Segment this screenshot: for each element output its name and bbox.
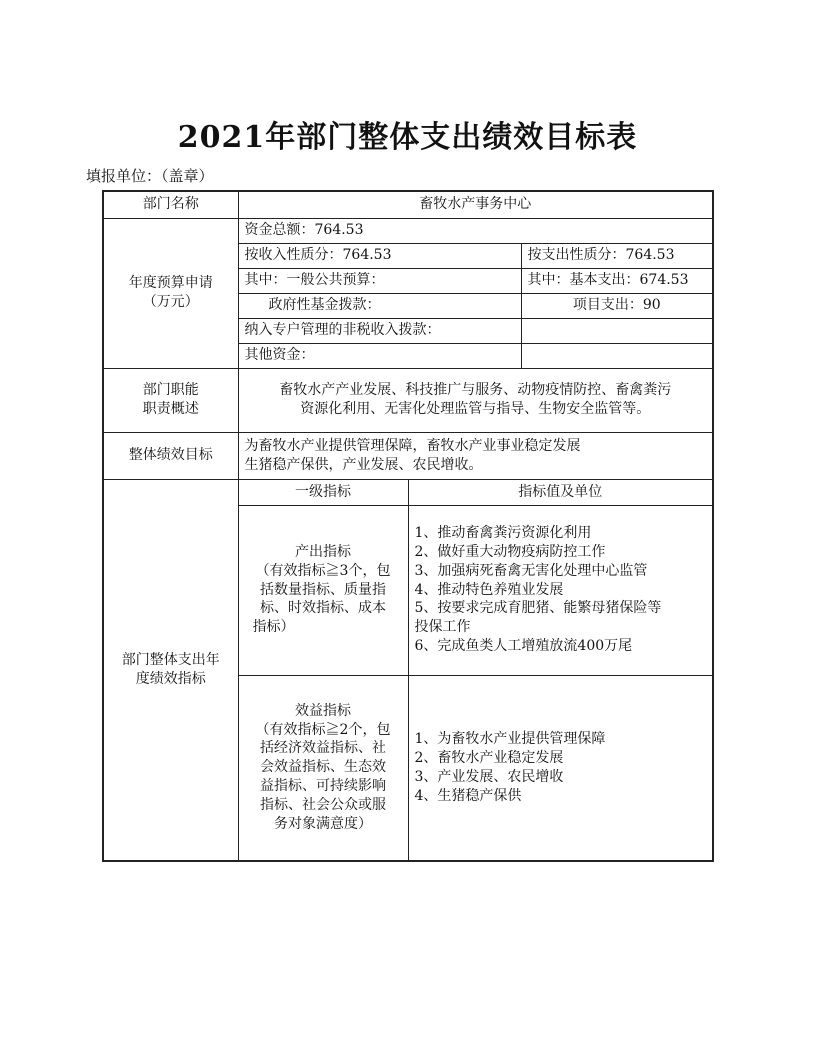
budget-total: 资金总额：764.53 [238,218,713,243]
benefit-desc-line: 指标、社会公众或服 [260,797,386,814]
indicators-label-line2: 度绩效指标 [135,670,206,687]
output-indicator-values [408,505,713,675]
duties-label-line1: 部门职能 [142,382,199,399]
budget-nontax-blank [521,318,713,343]
benefit-item: 3、产业发展、农民增收 [414,768,564,785]
goal-text [238,432,713,479]
output-desc-line: 标、时效指标、成本 [260,600,386,617]
benefit-desc-line: 会效益指标、生态效 [260,759,386,776]
output-desc-line: 指标） [252,619,295,636]
budget-label-line2: （万元） [142,294,199,310]
benefit-item: 2、畜牧水产业稳定发展 [414,749,564,766]
budget-nontax: 纳入专户管理的非税收入拨款： [238,318,521,343]
output-indicator-desc [238,505,408,675]
benefit-desc-line: 务对象满意度） [274,815,372,832]
indicators-label [103,479,238,861]
benefit-item: 1、为畜牧水产业提供管理保障 [414,730,606,747]
goal-line2: 生猪稳产保供，产业发展、农民增收。 [244,456,483,473]
benefit-desc-line: 括经济效益指标、社 [260,740,386,757]
budget-by-expense: 按支出性质分：764.53 [521,243,713,268]
output-item: 4、推动特色养殖业发展 [414,581,564,598]
duties-label-line2: 职责概述 [142,401,199,417]
output-desc-line: （有效指标≧3个，包 [255,562,391,579]
goal-line1: 为畜牧水产业提供管理保障，畜牧水产业事业稳定发展 [244,437,581,454]
budget-project-expense: 项目支出：90 [521,293,713,318]
benefit-desc-line: 效益指标 [295,702,351,719]
budget-label-line1: 年度预算申请 [128,275,213,292]
goal-label: 整体绩效目标 [103,432,238,479]
output-item: 5、按要求完成育肥猪、能繁母猪保险等 [414,600,662,617]
dept-name-value: 畜牧水产事务中心 [238,191,713,218]
duties-label [103,368,238,432]
benefit-desc-line: （有效指标≧2个，包 [255,721,391,738]
budget-by-income: 按收入性质分：764.53 [238,243,521,268]
output-item: 1、推动畜禽粪污资源化利用 [414,524,592,541]
benefit-desc-line: 益指标、可持续影响 [260,778,386,795]
output-item: 2、做好重大动物疫病防控工作 [414,543,606,560]
output-item: 投保工作 [414,619,471,636]
indicators-label-line1: 部门整体支出年 [121,651,220,668]
output-item: 6、完成鱼类人工增殖放流400万尾 [414,638,633,655]
output-desc-line: 产出指标 [295,543,351,560]
value-header: 指标值及单位 [408,479,713,505]
budget-gov-fund: 政府性基金拨款： [238,293,521,318]
benefit-item: 4、生猪稳产保供 [414,787,522,804]
dept-name-label: 部门名称 [103,191,238,218]
budget-other: 其他资金： [238,343,521,368]
benefit-indicator-values [408,675,713,861]
filler-unit-label: 填报单位：（盖章） [86,167,214,185]
output-item: 3、加强病死畜禽无害化处理中心监管 [414,562,648,579]
budget-general-public: 其中：一般公共预算： [238,268,521,293]
duties-text [238,368,713,432]
budget-label [103,218,238,368]
budget-other-blank [521,343,713,368]
performance-table [102,190,714,862]
budget-basic-expense: 其中：基本支出：674.53 [521,268,713,293]
level1-header: 一级指标 [238,479,408,505]
page-title: 2021年部门整体支出绩效目标表 [177,120,638,155]
benefit-indicator-desc [238,675,408,861]
duties-line2: 资源化利用、无害化处理监管与指导、生物安全监管等。 [300,401,651,417]
duties-line1: 畜牧水产产业发展、科技推广与服务、动物疫情防控、畜禽粪污 [279,382,672,399]
output-desc-line: 括数量指标、质量指 [260,581,386,598]
